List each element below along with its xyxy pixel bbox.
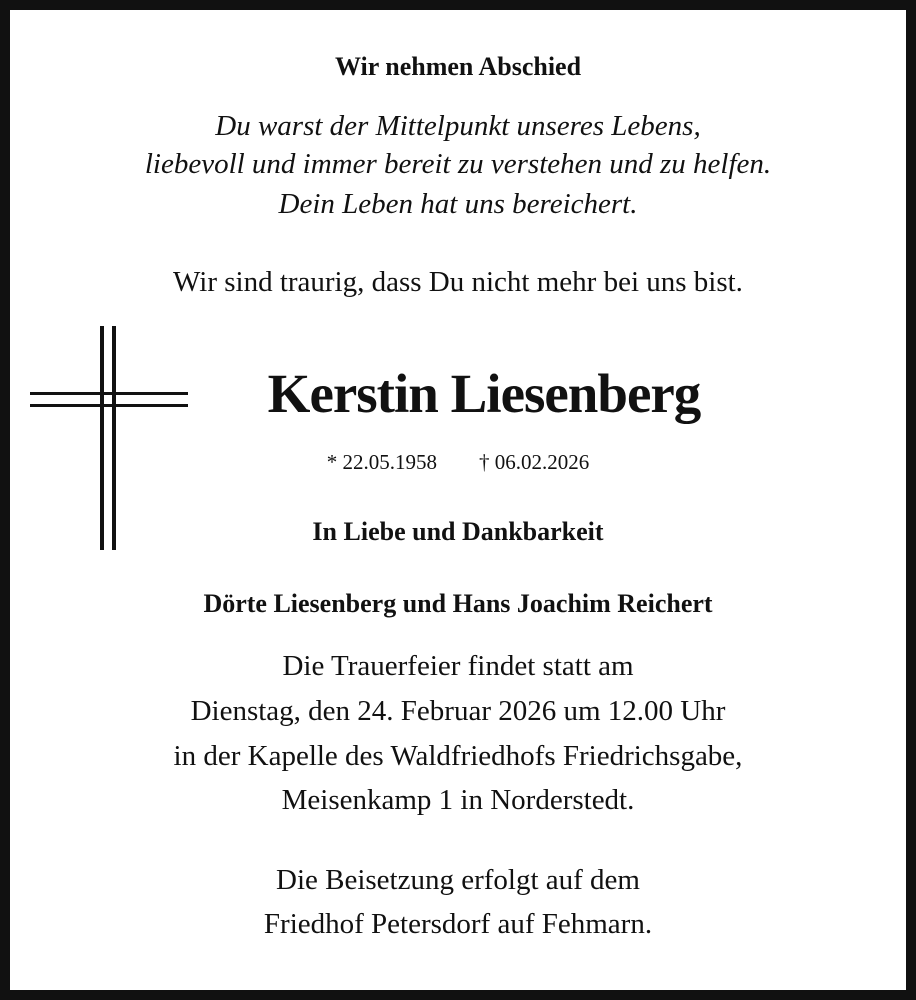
funeral-line-2: Dienstag, den 24. Februar 2026 um 12.00 Uhr <box>190 695 726 727</box>
funeral-line-1: Die Trauerfeier findet statt am <box>282 650 634 682</box>
poem-line-1: Du warst der Mittelpunkt unseres Lebens, <box>215 110 701 142</box>
mourners-line: Dörte Liesenberg und Hans Joachim Reichert <box>203 589 713 618</box>
deceased-name: Kerstin Liesenberg <box>267 363 701 424</box>
sad-line: Wir sind traurig, dass Du nicht mehr bei uns bist. <box>173 266 743 298</box>
death-date: † 06.02.2026 <box>479 450 590 474</box>
burial-line-2: Friedhof Petersdorf auf Fehmarn. <box>263 908 653 940</box>
burial-line-1: Die Beisetzung erfolgt auf dem <box>276 864 640 896</box>
poem-line-2: liebevoll und immer bereit zu verstehen und zu helfen. <box>144 148 772 180</box>
birth-date: * 22.05.1958 <box>326 450 437 474</box>
life-dates <box>10 450 906 475</box>
notice-heading: Wir nehmen Abschied <box>334 52 582 81</box>
funeral-line-3: in der Kapelle des Waldfriedhofs Friedrichsgabe, <box>173 740 743 772</box>
funeral-line-4: Meisenkamp 1 in Norderstedt. <box>281 784 635 816</box>
poem-line-3: Dein Leben hat uns bereichert. <box>278 188 638 220</box>
gratitude-line: In Liebe und Dankbarkeit <box>312 517 604 546</box>
